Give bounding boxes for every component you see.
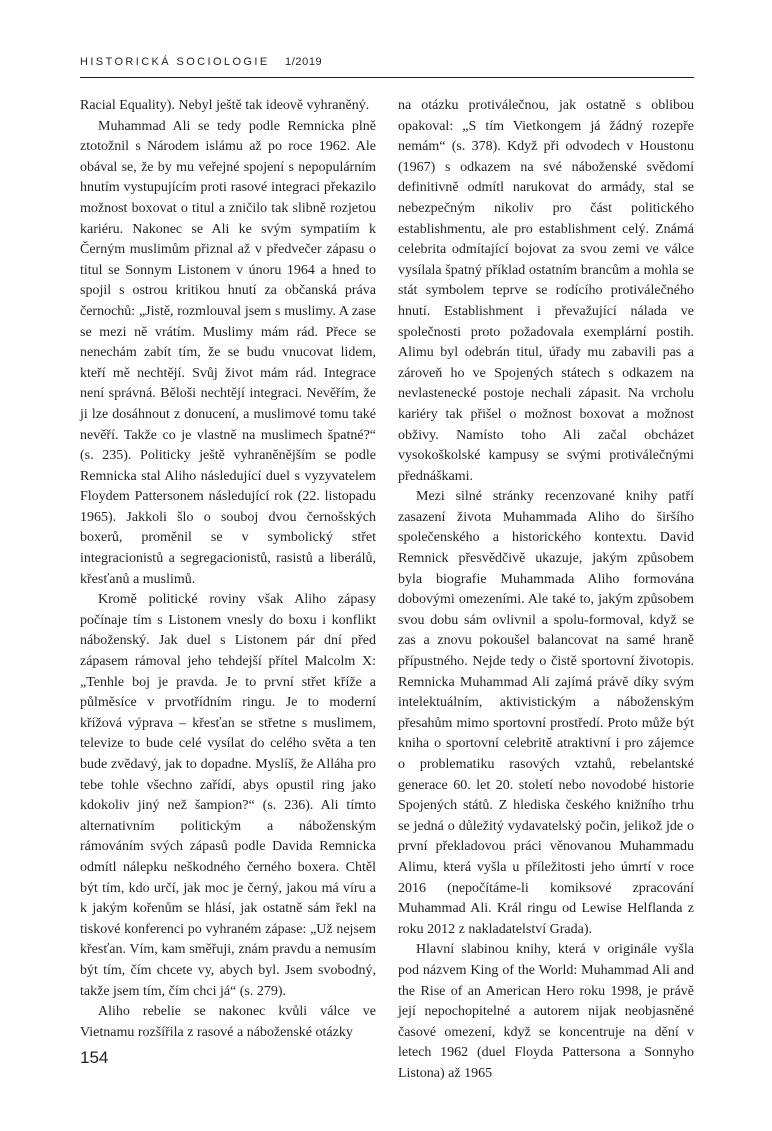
journal-title: HISTORICKÁ SOCIOLOGIE <box>80 56 270 68</box>
paragraph: Muhammad Ali se tedy podle Remnicka plně ztotožnil s Národem islámu až po roce 1962. Ale obával se, že by mu veřejné spojení s nepopulárním hnutím vystupujícím proti rasové integraci překazilo možnost boxovat o titul a zničilo tak slibně rozjetou kariéru. Nakonec se Ali ke svým sympatiím k Černým muslimům přiznal až v předvečer zápasu o titul se Sonnym Listonem v únoru 1964 a hned to spojil s ostrou kritikou hnutí za občanská práva černochů: „Jistě, rozmlouval jsem s muslimy. A zase se mezi ně vrátím. Muslimy mám rád. Přece se nenechám zabít tím, že se budu vnucovat lidem, kteří mě nechtějí. Svůj život mám rád. Integrace není správná. Běloši nechtějí integraci. Nevěřím, že ji lze dosáhnout z donucení, a muslimové tomu také nevěří. Takže co je vlastně na muslimech špatné?“ (s. 235). Politicky ještě vyhraněnějším se podle Remnicka stal Aliho následující duel s vyzyvatelem Floydem Pattersonem následující rok (22. listopadu 1965). Jakkoli šlo o souboj dvou černošských boxerů, proměnil se v symbolický střet integracionistů a segregacionistů, rasistů a liberálů, křesťanů a muslimů. <box>80 118 376 587</box>
issue-number: 1/2019 <box>285 56 323 68</box>
page-number: 154 <box>80 1048 109 1067</box>
paragraph: na otázku protiválečnou, jak ostatně s oblibou opakoval: „S tím Vietkongem já žádný rozepře nemám“ (s. 378). Když při odvodech v Houstonu (1967) s odkazem na své náboženské svědomí definitivně odmítl narukovat do armády, stal se nebezpečným nikoliv pro část politického establishmentu, ale pro establishment celý. Známá celebrita odmítající bojovat za svou zemi ve válce vysílala špatný příklad ostatním brancům a mohla se stát symbolem teprve se rodícího protiválečného hnutí. Establishment i převažující nálada ve společnosti proto požadovala exemplární postih. Alimu byl odebrán titul, úřady mu zabavili pas a zároveň ho ve Spojených státech s odkazem na nevlastenecké postoje nechali zápasit. Na vrcholu kariéry tak přišel o možnost boxovat a možnost obživy. Namísto toho Ali začal obcházet vysokoškolské kampusy se svými protiválečnými přednáškami. <box>398 98 694 484</box>
paragraph: Racial Equality). Nebyl ještě tak ideově vyhraněný. <box>80 98 370 113</box>
paragraph: Kromě politické roviny však Aliho zápasy počínaje tím s Listonem vnesly do boxu i konflikt náboženský. Jak duel s Listonem pár dní před zápasem rámoval jeho tehdejší přítel Malcolm X: „Tenhle boj je pravda. Je to první střet kříže a půlměsíce v prvotřídním ringu. Je to moderní křížová výprava – křesťan se střetne s muslimem, televize to bude celé vysílat do celého světa a ten bude zvědavý, jak to dopadne. Myslíš, že Alláha pro tebe tohle všechno zařídí, abys opustil ring jako kdokoliv jiný než šampion?“ (s. 236). Ali tímto alternativním politickým a náboženským rámováním svých zápasů podle Davida Remnicka odmítl nálepku neškodného černého boxera. Chtěl být tím, kdo určí, jak moc je černý, jakou má víru a k jakým kořenům se hlásí, jak ostatně sám řekl na tiskové konferenci po vyhraném zápase: „Už nejsem křesťan. Vím, kam směřuji, znám pravdu a nemusím být tím, čím chcete vy, abych byl. Jsem svobodný, takže jsem tím, čím chci já“ (s. 279). <box>80 592 376 999</box>
paragraph: Hlavní slabinou knihy, která v originále vyšla pod názvem King of the World: Muhammad Ali and the Rise of an American Hero roku 1998, je právě její nepochopitelné a autorem nijak neobjasněné časové omezení, když se koncentruje na dění v letech 1962 (duel Floyda Pattersona a Sonnyho Listona) až 1965 <box>398 942 694 1081</box>
right-column <box>398 96 694 1085</box>
header-rule <box>80 77 694 78</box>
paragraph: Mezi silné stránky recenzované knihy patří zasazení života Muhammada Aliho do širšího společenského a historického kontextu. David Remnick přesvědčivě ukazuje, jakým způsobem byla biografie Muhammada Aliho formována dobovými omezeními. Ale také to, jakým způsobem svou dobu sám ovlivnil a spolu-formoval, když se zas a znovu pokoušel balancovat na samé hraně přípustného. Nejde tedy o čistě sportovní životopis. Remnicka Muhammad Ali zajímá právě díky svým intelektuálním, aktivistickým a náboženským přesahům mimo sportovní prostředí. Proto může být kniha o sportovní celebritě atraktivní i pro zájemce o problematiku rasových vztahů, rebelantské generace 60. let 20. století nebo novodobé historie Spojených států. Z hlediska českého knižního trhu se jedná o důležitý vydavatelský počin, jelikož jde o první překladovou práci věnovanou Muhammadu Alimu, která vyšla u příležitosti jeho úmrtí v roce 2016 (nepočítáme-li komiksové zpracování Muhammad Ali. Král ringu od Lewise Helflanda z roku 2012 z nakladatelství Grada). <box>398 489 694 937</box>
left-column <box>80 96 376 1043</box>
running-header <box>80 56 694 68</box>
paragraph: Aliho rebelie se nakonec kvůli válce ve Vietnamu rozšířila z rasové a náboženské otázky <box>80 1004 376 1040</box>
